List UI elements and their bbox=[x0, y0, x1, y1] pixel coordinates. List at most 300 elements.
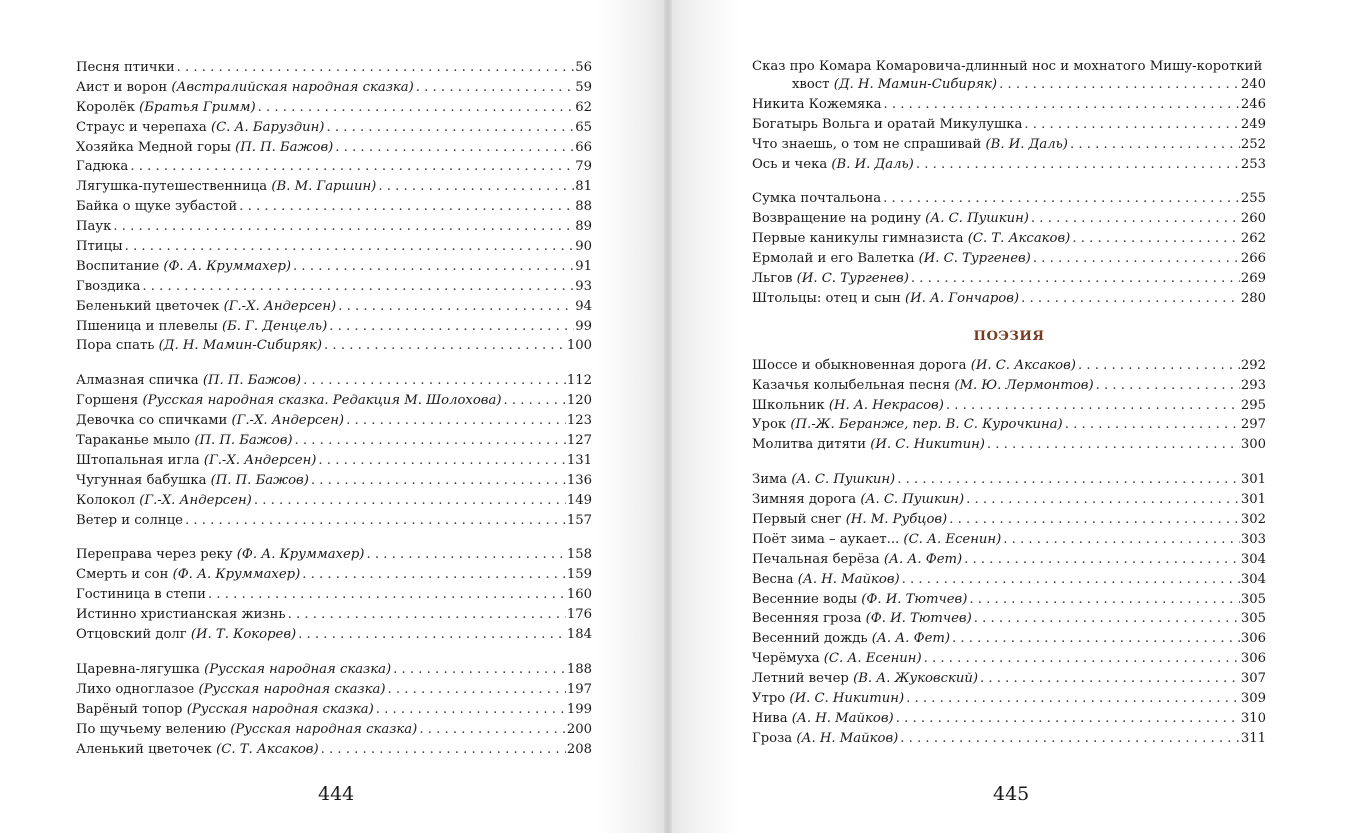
leader-dots bbox=[1065, 415, 1240, 435]
toc-entry-author: (С. А. Есенин) bbox=[903, 531, 1002, 547]
toc-entry-page: 301 bbox=[1240, 472, 1266, 488]
toc-entry bbox=[752, 415, 1266, 435]
toc-entry-page: 79 bbox=[575, 159, 592, 175]
toc-entry-page: 300 bbox=[1240, 437, 1266, 453]
toc-entry bbox=[752, 189, 1266, 209]
toc-entry bbox=[752, 95, 1266, 115]
toc-entry-page: 255 bbox=[1240, 191, 1266, 207]
toc-entry bbox=[76, 336, 592, 356]
toc-entry-author: (Русская народная сказка. Редакция М. Шолохова) bbox=[142, 393, 502, 409]
toc-entry-author: (Братья Гримм) bbox=[139, 99, 256, 115]
toc-entry-title: Тараканье мыло bbox=[76, 433, 191, 449]
toc-entry-page: 305 bbox=[1240, 591, 1266, 607]
toc-entry-page: 302 bbox=[1240, 512, 1266, 528]
toc-entry bbox=[76, 371, 592, 391]
toc-entry bbox=[752, 58, 1266, 95]
toc-entry bbox=[76, 700, 592, 720]
toc-entry-author: (А. Н. Майков) bbox=[796, 730, 899, 746]
leader-dots bbox=[902, 570, 1240, 590]
toc-entry-title: Аленький цветочек bbox=[76, 741, 212, 757]
toc-entry bbox=[752, 155, 1266, 175]
leader-dots bbox=[113, 217, 574, 237]
leader-dots bbox=[293, 257, 574, 277]
toc-entry-author: (В. И. Даль) bbox=[985, 136, 1068, 152]
toc-entry bbox=[76, 565, 592, 585]
toc-entry-author: (П. П. Бажов) bbox=[194, 433, 293, 449]
leader-dots bbox=[980, 669, 1240, 689]
toc-entry-title: Шоссе и обыкновенная дорога bbox=[752, 357, 967, 373]
toc-entry-title: хвост bbox=[792, 77, 830, 92]
toc-entry-author: (П.-Ж. Беранже, пер. В. С. Курочкина) bbox=[790, 417, 1063, 433]
toc-entry-author: (С. А. Баруздин) bbox=[210, 119, 325, 135]
toc-entry bbox=[76, 511, 592, 531]
toc-entry bbox=[76, 605, 592, 625]
toc-entry-title: Льгов bbox=[752, 271, 793, 287]
toc-entry-title: Ось и чека bbox=[752, 156, 828, 172]
toc-entry-title: Воспитание bbox=[76, 258, 160, 274]
leader-dots bbox=[298, 625, 566, 645]
toc-entry-title: Паук bbox=[76, 219, 112, 235]
toc-entry-title: Гостиница в степи bbox=[76, 587, 206, 603]
toc-entry-page: 66 bbox=[575, 139, 592, 155]
toc-group bbox=[752, 470, 1266, 748]
toc-group bbox=[76, 545, 592, 644]
leader-dots bbox=[393, 660, 566, 680]
leader-dots bbox=[376, 700, 566, 720]
toc-entry-page: 197 bbox=[566, 681, 592, 697]
toc-entry bbox=[76, 237, 592, 257]
toc-entry bbox=[76, 660, 592, 680]
toc-entry-author: (И. С. Никитин) bbox=[789, 691, 905, 707]
toc-entry-title: Колокол bbox=[76, 492, 136, 508]
leader-dots bbox=[311, 471, 566, 491]
toc-entry-page: 65 bbox=[575, 119, 592, 135]
leader-dots bbox=[1031, 209, 1240, 229]
leader-dots bbox=[1033, 249, 1240, 269]
toc-entry-title: Штопальная игла bbox=[76, 452, 200, 468]
toc-entry-author: (С. А. Есенин) bbox=[823, 651, 922, 667]
toc-entry-title: Королёк bbox=[76, 99, 135, 115]
leader-dots bbox=[177, 58, 575, 78]
toc-entry-author: (А. С. Пушкин) bbox=[860, 492, 965, 508]
toc-entry-title: Гадюка bbox=[76, 159, 129, 175]
toc-entry-title-line1: Сказ про Комара Комаровича-длинный нос и мохнатого Мишу-короткий bbox=[752, 59, 1263, 74]
toc-entry bbox=[76, 491, 592, 511]
toc-entry-title: Никита Кожемяка bbox=[752, 96, 882, 112]
leader-dots bbox=[254, 491, 566, 511]
toc-entry-title: Переправа через реку bbox=[76, 547, 233, 563]
toc-entry-title: Байка о щуке зубастой bbox=[76, 199, 238, 215]
toc-entry-page: 303 bbox=[1240, 531, 1266, 547]
toc-entry-author: (А. Н. Майков) bbox=[791, 710, 894, 726]
toc-entry bbox=[76, 451, 592, 471]
leader-dots bbox=[503, 391, 565, 411]
toc-entry-author: (С. Т. Аксаков) bbox=[967, 231, 1071, 247]
toc-entry-title: Поёт зима – аукает... bbox=[752, 531, 900, 547]
toc-entry-page: 304 bbox=[1240, 551, 1266, 567]
toc-entry-page: 91 bbox=[575, 258, 592, 274]
leader-dots bbox=[185, 511, 566, 531]
toc-entry-title: Зимняя дорога bbox=[752, 492, 857, 508]
book-gutter bbox=[664, 0, 672, 833]
toc-entry-title: Весенняя гроза bbox=[752, 611, 862, 627]
toc-group-rest bbox=[752, 95, 1266, 175]
toc-entry-page: 188 bbox=[566, 661, 592, 677]
toc-entry-page: 184 bbox=[566, 627, 592, 643]
toc-entry-page: 297 bbox=[1240, 417, 1266, 433]
toc-entry-page: 199 bbox=[566, 701, 592, 717]
left-page bbox=[0, 0, 664, 833]
leader-dots bbox=[303, 371, 566, 391]
toc-entry bbox=[752, 396, 1266, 416]
toc-entry bbox=[76, 197, 592, 217]
toc-entry-title: Первый снег bbox=[752, 512, 842, 528]
toc-entry-page: 280 bbox=[1240, 290, 1266, 306]
leader-dots bbox=[295, 431, 566, 451]
toc-entry-title: Птицы bbox=[76, 239, 123, 255]
right-page bbox=[672, 0, 1354, 833]
toc-entry bbox=[752, 570, 1266, 590]
toc-entry bbox=[76, 277, 592, 297]
toc-entry-author: (Ф. А. Круммахер) bbox=[236, 547, 365, 563]
toc-entry-page: 252 bbox=[1240, 136, 1266, 152]
toc-entry-page: 293 bbox=[1240, 377, 1266, 393]
leader-dots bbox=[949, 510, 1240, 530]
toc-entry-author: (Русская народная сказка) bbox=[230, 721, 418, 737]
toc-entry bbox=[752, 649, 1266, 669]
toc-entry bbox=[752, 530, 1266, 550]
leader-dots bbox=[258, 98, 575, 118]
toc-entry-page: 240 bbox=[1240, 77, 1266, 92]
toc-entry-title: Нива bbox=[752, 710, 788, 726]
toc-entry-page: 309 bbox=[1240, 691, 1266, 707]
leader-dots bbox=[896, 709, 1240, 729]
toc-entry-author: (И. Т. Кокорев) bbox=[190, 627, 297, 643]
leader-dots bbox=[125, 237, 575, 257]
toc-entry-page: 131 bbox=[566, 452, 592, 468]
toc-entry-author: (А. А. Фет) bbox=[883, 551, 963, 567]
toc-entry bbox=[752, 609, 1266, 629]
leader-dots bbox=[318, 451, 565, 471]
leader-dots bbox=[1078, 356, 1240, 376]
toc-entry bbox=[752, 669, 1266, 689]
toc-entry-title: Весенний дождь bbox=[752, 631, 868, 647]
toc-entry-title: Сумка почтальона bbox=[752, 191, 882, 207]
toc-entry-title: Пшеница и плевелы bbox=[76, 318, 218, 334]
toc-entry-author: (Ф. И. Тютчев) bbox=[861, 591, 968, 607]
leader-dots bbox=[288, 605, 566, 625]
left-page-number: 444 bbox=[318, 783, 355, 805]
toc-entry-page: 310 bbox=[1240, 710, 1266, 726]
toc-entry bbox=[752, 470, 1266, 490]
leader-dots bbox=[883, 95, 1239, 115]
toc-entry-page: 120 bbox=[566, 393, 592, 409]
leader-dots bbox=[208, 585, 566, 605]
toc-entry bbox=[752, 590, 1266, 610]
leader-dots bbox=[916, 155, 1240, 175]
leader-dots bbox=[324, 336, 566, 356]
toc-entry-author: (Г.-Х. Андерсен) bbox=[223, 298, 337, 314]
leader-dots bbox=[966, 490, 1240, 510]
leader-dots bbox=[346, 411, 566, 431]
toc-entry-author: (И. С. Тургенев) bbox=[918, 251, 1031, 267]
toc-entry-title: Гроза bbox=[752, 730, 793, 746]
toc-entry-author: (Австралийская народная сказка) bbox=[171, 79, 414, 95]
leader-dots bbox=[1072, 229, 1240, 249]
toc-entry-title: Ветер и солнце bbox=[76, 512, 183, 528]
leader-dots bbox=[883, 189, 1240, 209]
leader-dots bbox=[329, 317, 574, 337]
toc-entry-page: 208 bbox=[566, 741, 592, 757]
toc-entry-page: 260 bbox=[1240, 211, 1266, 227]
toc-entry-title: Урок bbox=[752, 417, 787, 433]
toc-entry-title: Черёмуха bbox=[752, 651, 820, 667]
toc-entry bbox=[76, 585, 592, 605]
toc-group bbox=[752, 58, 1266, 174]
toc-entry-page: 89 bbox=[575, 219, 592, 235]
toc-entry bbox=[752, 229, 1266, 249]
toc-entry-page: 301 bbox=[1240, 492, 1266, 508]
toc-entry-page: 249 bbox=[1240, 116, 1266, 132]
toc-entry bbox=[76, 391, 592, 411]
toc-entry-page: 306 bbox=[1240, 631, 1266, 647]
toc-entry-title: Варёный топор bbox=[76, 701, 183, 717]
toc-entry-page: 159 bbox=[566, 567, 592, 583]
toc-entry-page: 81 bbox=[575, 179, 592, 195]
toc-group bbox=[76, 371, 592, 530]
toc-entry bbox=[752, 510, 1266, 530]
toc-entry bbox=[76, 157, 592, 177]
toc-entry-page: 93 bbox=[575, 278, 592, 294]
toc-entry-title: Истинно христианская жизнь bbox=[76, 607, 286, 623]
left-toc bbox=[76, 58, 592, 759]
toc-entry-author: (Русская народная сказка) bbox=[186, 701, 374, 717]
toc-entry-author: (Русская народная сказка) bbox=[198, 681, 386, 697]
leader-dots bbox=[987, 435, 1240, 455]
leader-dots bbox=[969, 590, 1239, 610]
toc-entry bbox=[76, 98, 592, 118]
leader-dots bbox=[338, 297, 574, 317]
toc-entry-page: 56 bbox=[575, 60, 592, 75]
toc-entry bbox=[76, 317, 592, 337]
toc-entry-title: Хозяйка Медной горы bbox=[76, 139, 231, 155]
toc-entry-author: (П. П. Бажов) bbox=[202, 373, 302, 389]
toc-entry-page: 100 bbox=[566, 338, 592, 354]
toc-group bbox=[752, 189, 1266, 308]
toc-entry-page: 262 bbox=[1240, 231, 1266, 247]
toc-entry bbox=[76, 177, 592, 197]
toc-entry bbox=[76, 471, 592, 491]
toc-entry-title: Казачья колыбельная песня bbox=[752, 377, 951, 393]
toc-entry-author: (С. Т. Аксаков) bbox=[216, 741, 319, 757]
leader-dots bbox=[388, 680, 566, 700]
toc-entry-title: Ермолай и его Валетка bbox=[752, 251, 915, 267]
toc-entry-page: 160 bbox=[566, 587, 592, 603]
toc-entry-page: 149 bbox=[566, 492, 592, 508]
toc-entry-page: 90 bbox=[575, 239, 592, 255]
toc-entry-page: 158 bbox=[566, 547, 592, 563]
leader-dots bbox=[1003, 530, 1240, 550]
toc-entry bbox=[76, 720, 592, 740]
leader-dots bbox=[416, 78, 574, 98]
toc-entry-page: 295 bbox=[1240, 397, 1266, 413]
leader-dots bbox=[1070, 135, 1240, 155]
toc-entry-author: (Ф. А. Круммахер) bbox=[172, 567, 301, 583]
toc-entry-author: (Ф. И. Тютчев) bbox=[865, 611, 972, 627]
toc-entry-title: Смерть и сон bbox=[76, 567, 169, 583]
toc-entry-title: Девочка со спичками bbox=[76, 413, 228, 429]
toc-entry bbox=[752, 550, 1266, 570]
toc-entry-page: 246 bbox=[1240, 96, 1266, 112]
toc-entry-title: Зима bbox=[752, 472, 788, 488]
toc-entry-author: (Д. Н. Мамин-Сибиряк) bbox=[833, 77, 998, 92]
leader-dots bbox=[335, 138, 574, 158]
toc-entry-title: Чугунная бабушка bbox=[76, 472, 207, 488]
leader-dots bbox=[924, 649, 1240, 669]
toc-group bbox=[76, 58, 592, 356]
leader-dots bbox=[419, 720, 566, 740]
leader-dots bbox=[366, 545, 565, 565]
toc-entry-author: (В. И. Даль) bbox=[831, 156, 914, 172]
leader-dots bbox=[999, 75, 1240, 95]
toc-entry-title: Богатырь Вольга и оратай Микулушка bbox=[752, 116, 1023, 132]
toc-entry-page: 157 bbox=[566, 512, 592, 528]
toc-entry-title: Школьник bbox=[752, 397, 825, 413]
toc-entry-title: Утро bbox=[752, 691, 786, 707]
leader-dots bbox=[906, 689, 1240, 709]
toc-entry bbox=[76, 217, 592, 237]
toc-entry-page: 88 bbox=[575, 199, 592, 215]
toc-entry bbox=[752, 709, 1266, 729]
toc-entry-page: 99 bbox=[575, 318, 592, 334]
toc-entry-page: 266 bbox=[1240, 251, 1266, 267]
leader-dots bbox=[911, 269, 1240, 289]
leader-dots bbox=[900, 729, 1240, 749]
toc-entry-title: Весенние воды bbox=[752, 591, 858, 607]
toc-entry bbox=[76, 545, 592, 565]
toc-entry-page: 253 bbox=[1240, 156, 1266, 172]
toc-entry-page: 292 bbox=[1240, 357, 1266, 373]
toc-entry-title: Гвоздика bbox=[76, 278, 141, 294]
toc-entry-title: Царевна-лягушка bbox=[76, 661, 200, 677]
toc-entry-author: (П. П. Бажов) bbox=[235, 139, 334, 155]
toc-entry-author: (А. С. Пушкин) bbox=[925, 211, 1029, 227]
toc-entry-author: (В. А. Жуковский) bbox=[853, 671, 979, 687]
toc-entry-page: 305 bbox=[1240, 611, 1266, 627]
toc-entry bbox=[76, 297, 592, 317]
leader-dots bbox=[326, 118, 574, 138]
toc-entry-title: Печальная берёза bbox=[752, 551, 880, 567]
toc-entry-author: (Г.-Х. Андерсен) bbox=[203, 452, 317, 468]
poetry-groups bbox=[752, 356, 1266, 749]
toc-entry bbox=[76, 740, 592, 760]
toc-entry-author: (Б. Г. Денцель) bbox=[221, 318, 328, 334]
toc-entry-line2 bbox=[752, 75, 1266, 95]
toc-entry-author: (В. М. Гаршин) bbox=[271, 179, 377, 195]
toc-entry bbox=[752, 435, 1266, 455]
toc-entry bbox=[76, 138, 592, 158]
toc-entry-author: (Д. Н. Мамин-Сибиряк) bbox=[158, 338, 323, 354]
toc-entry bbox=[752, 729, 1266, 749]
toc-group bbox=[752, 356, 1266, 455]
toc-entry bbox=[752, 289, 1266, 309]
toc-entry-page: 136 bbox=[566, 472, 592, 488]
toc-entry-page: 59 bbox=[575, 79, 592, 95]
toc-entry-author: (И. С. Аксаков) bbox=[970, 357, 1076, 373]
toc-entry-title: Лягушка-путешественница bbox=[76, 179, 268, 195]
toc-entry bbox=[752, 249, 1266, 269]
toc-entry-page: 127 bbox=[566, 433, 592, 449]
toc-entry-title: Горшеня bbox=[76, 393, 139, 409]
right-toc bbox=[752, 58, 1266, 749]
toc-entry bbox=[752, 209, 1266, 229]
toc-entry-title: Страус и черепаха bbox=[76, 119, 207, 135]
toc-entry-page: 176 bbox=[566, 607, 592, 623]
toc-entry-title: Отцовский долг bbox=[76, 627, 187, 643]
toc-entry-title: Беленький цветочек bbox=[76, 298, 220, 314]
toc-entry-title: Возвращение на родину bbox=[752, 211, 921, 227]
leader-dots bbox=[964, 550, 1240, 570]
leader-dots bbox=[302, 565, 566, 585]
toc-entry bbox=[76, 431, 592, 451]
toc-entry-page: 304 bbox=[1240, 571, 1266, 587]
toc-entry bbox=[752, 689, 1266, 709]
toc-entry-page: 62 bbox=[575, 99, 592, 115]
leader-dots bbox=[239, 197, 574, 217]
toc-entry-title: По щучьему велению bbox=[76, 721, 227, 737]
toc-entry-page: 123 bbox=[566, 413, 592, 429]
toc-entry-author: (П. П. Бажов) bbox=[210, 472, 309, 488]
toc-entry-title: Аист и ворон bbox=[76, 79, 168, 95]
toc-group bbox=[76, 660, 592, 759]
toc-entry-page: 269 bbox=[1240, 271, 1266, 287]
toc-entry-author: (Г.-Х. Андерсен) bbox=[139, 492, 252, 508]
toc-entry-title: Лихо одноглазое bbox=[76, 681, 195, 697]
section-heading-poetry: ПОЭЗИЯ bbox=[973, 328, 1045, 344]
toc-entry-title: Штольцы: отец и сын bbox=[752, 290, 901, 306]
toc-entry bbox=[752, 115, 1266, 135]
toc-entry-title: Песня птички bbox=[76, 60, 175, 75]
toc-entry-author: (Русская народная сказка) bbox=[204, 661, 392, 677]
right-page-number: 445 bbox=[993, 783, 1030, 805]
leader-dots bbox=[1021, 289, 1240, 309]
toc-entry bbox=[76, 257, 592, 277]
toc-entry-author: (А. А. Фет) bbox=[871, 631, 951, 647]
toc-entry bbox=[752, 269, 1266, 289]
leader-dots bbox=[974, 609, 1240, 629]
toc-entry-title: Алмазная спичка bbox=[76, 373, 199, 389]
toc-entry bbox=[76, 680, 592, 700]
toc-entry bbox=[752, 490, 1266, 510]
toc-entry-author: (И. С. Никитин) bbox=[870, 437, 985, 453]
toc-entry-author: (А. С. Пушкин) bbox=[791, 472, 896, 488]
toc-entry-author: (И. А. Гончаров) bbox=[905, 290, 1020, 306]
toc-entry-page: 311 bbox=[1240, 730, 1266, 746]
toc-entry-title: Молитва дитяти bbox=[752, 437, 866, 453]
toc-entry-author: (А. Н. Майков) bbox=[797, 571, 900, 587]
toc-entry bbox=[76, 411, 592, 431]
toc-entry bbox=[752, 356, 1266, 376]
leader-dots bbox=[1096, 376, 1240, 396]
toc-entry-title: Весна bbox=[752, 571, 794, 587]
toc-entry bbox=[76, 78, 592, 98]
toc-entry-title: Первые каникулы гимназиста bbox=[752, 231, 964, 247]
toc-entry-author: (И. С. Тургенев) bbox=[796, 271, 909, 287]
toc-entry-author: (Н. М. Рубцов) bbox=[845, 512, 948, 528]
leader-dots bbox=[142, 277, 574, 297]
toc-entry-author: (Н. А. Некрасов) bbox=[828, 397, 944, 413]
toc-entry-author: (Ф. А. Круммахер) bbox=[163, 258, 292, 274]
